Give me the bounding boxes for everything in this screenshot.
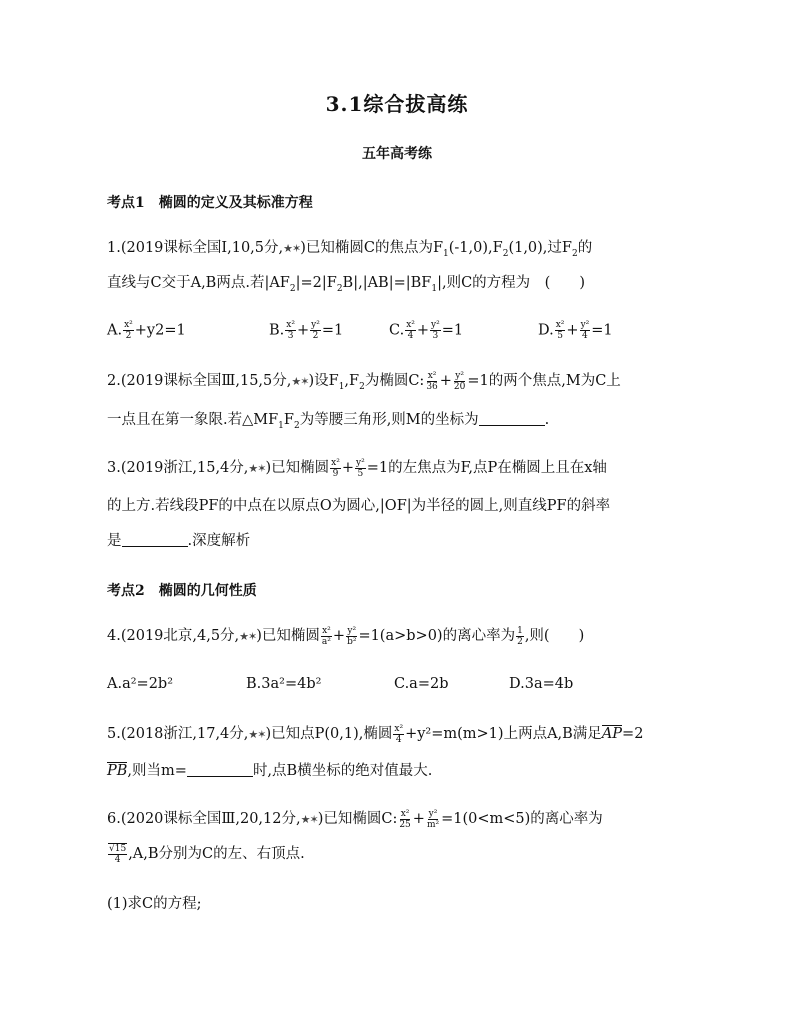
answer-blank[interactable]	[187, 762, 253, 777]
q4-option-a[interactable]: A.a²=2b²	[107, 676, 174, 692]
difficulty-stars-icon: ★✶	[300, 813, 318, 826]
difficulty-stars-icon: ★✶	[239, 630, 257, 643]
question-2-line-1: 2.(2019课标全国Ⅲ,15,5分,★✶)设$F_1,F_2$为椭圆C: $\frac{\text{x²}}{36}$ + $\frac{\text{y²}}{20}$ =1的两个焦点,M为C上	[107, 370, 621, 392]
question-3-line-2: 的上方.若线段PF的中点在以原点O为圆心,|OF|为半径的圆上,则直线PF的斜率	[107, 498, 611, 514]
question-1-line-1: 1.(2019课标全国Ⅰ,10,5分,★✶)已知椭圆C的焦点为$F_1(-1,0),F_2(1,0)$,过$F_2$的	[107, 240, 593, 259]
question-2-line-2: 一点且在第一象限.若$\triangle MF_1F_2$为等腰三角形,则M的坐标为 .	[107, 412, 550, 431]
vector-ap: AP	[601, 726, 623, 742]
page-subtitle: 五年高考练	[362, 146, 432, 162]
difficulty-stars-icon: ★✶	[291, 375, 309, 388]
question-3-line-3: 是 .深度解析	[107, 533, 251, 549]
page-title: 3.1综合拔高练	[325, 92, 469, 116]
question-6-part-1: (1)求C的方程;	[107, 896, 202, 912]
question-1-line-2: 直线与C交于A,B两点.若$|AF_2|=2|F_2B|,|AB|=|BF_1|$,则C的方程为 ( )	[107, 275, 585, 294]
q1-option-d[interactable]: D. $\frac{\text{x²}}{5}$ + $\frac{\text{y²}}{4}$ =1	[538, 320, 613, 341]
q1-option-c[interactable]: C. $\frac{\text{x²}}{4}$ + $\frac{\text{y²}}{3}$ =1	[389, 320, 464, 341]
vector-pb: PB	[107, 763, 128, 779]
q4-option-c[interactable]: C.a=2b	[394, 676, 449, 692]
difficulty-stars-icon: ★✶	[248, 728, 266, 741]
section-heading-1: 考点1 椭圆的定义及其标准方程	[107, 195, 313, 211]
q4-option-b[interactable]: B.3a²=4b²	[246, 676, 322, 692]
question-6-line-2: $\frac{√15}{4}$ ,A,B分别为C的左、右顶点.	[109, 844, 305, 865]
section-heading-2: 考点2 椭圆的几何性质	[107, 583, 257, 599]
question-6-line-1: 6.(2020课标全国Ⅲ,20,12分,★✶)已知椭圆C: $\frac{\text{x²}}{25}$ + $\frac{\text{y²}}{\text{m²}}$ =1(0<m<5)的离心率为	[107, 808, 603, 830]
answer-blank[interactable]	[122, 532, 188, 547]
question-5-line-1: 5.(2018浙江,17,4分,★✶)已知点P(0,1),椭圆 $\frac{\text{x²}}{4}$ +y²=m(m>1)上两点A,B满足AP=2	[107, 723, 644, 745]
question-4-line-1: 4.(2019北京,4,5分,★✶)已知椭圆 $\frac{\text{x²}}{\text{a²}}$ + $\frac{\text{y²}}{\text{b²}}$ =1(a>b>0)的离心率为 $\frac{1}{2}$ ,则( )	[107, 625, 585, 647]
q1-option-b[interactable]: B. $\frac{\text{x²}}{3}$ + $\frac{\text{y²}}{2}$ =1	[269, 320, 344, 341]
difficulty-stars-icon: ★✶	[248, 462, 266, 475]
question-3-line-1: 3.(2019浙江,15,4分,★✶)已知椭圆 $\frac{\text{x²}}{9}$ + $\frac{\text{y²}}{5}$ =1的左焦点为F,点P在椭圆上且在x轴	[107, 457, 607, 479]
q4-option-d[interactable]: D.3a=4b	[509, 676, 574, 692]
answer-blank[interactable]	[479, 411, 545, 426]
question-5-line-2: PB,则当m= 时,点B横坐标的绝对值最大.	[107, 763, 433, 779]
difficulty-stars-icon: ★✶	[283, 242, 301, 255]
q1-option-a[interactable]: A. $\frac{\text{x²}}{2}$ +y2=1	[107, 320, 186, 341]
